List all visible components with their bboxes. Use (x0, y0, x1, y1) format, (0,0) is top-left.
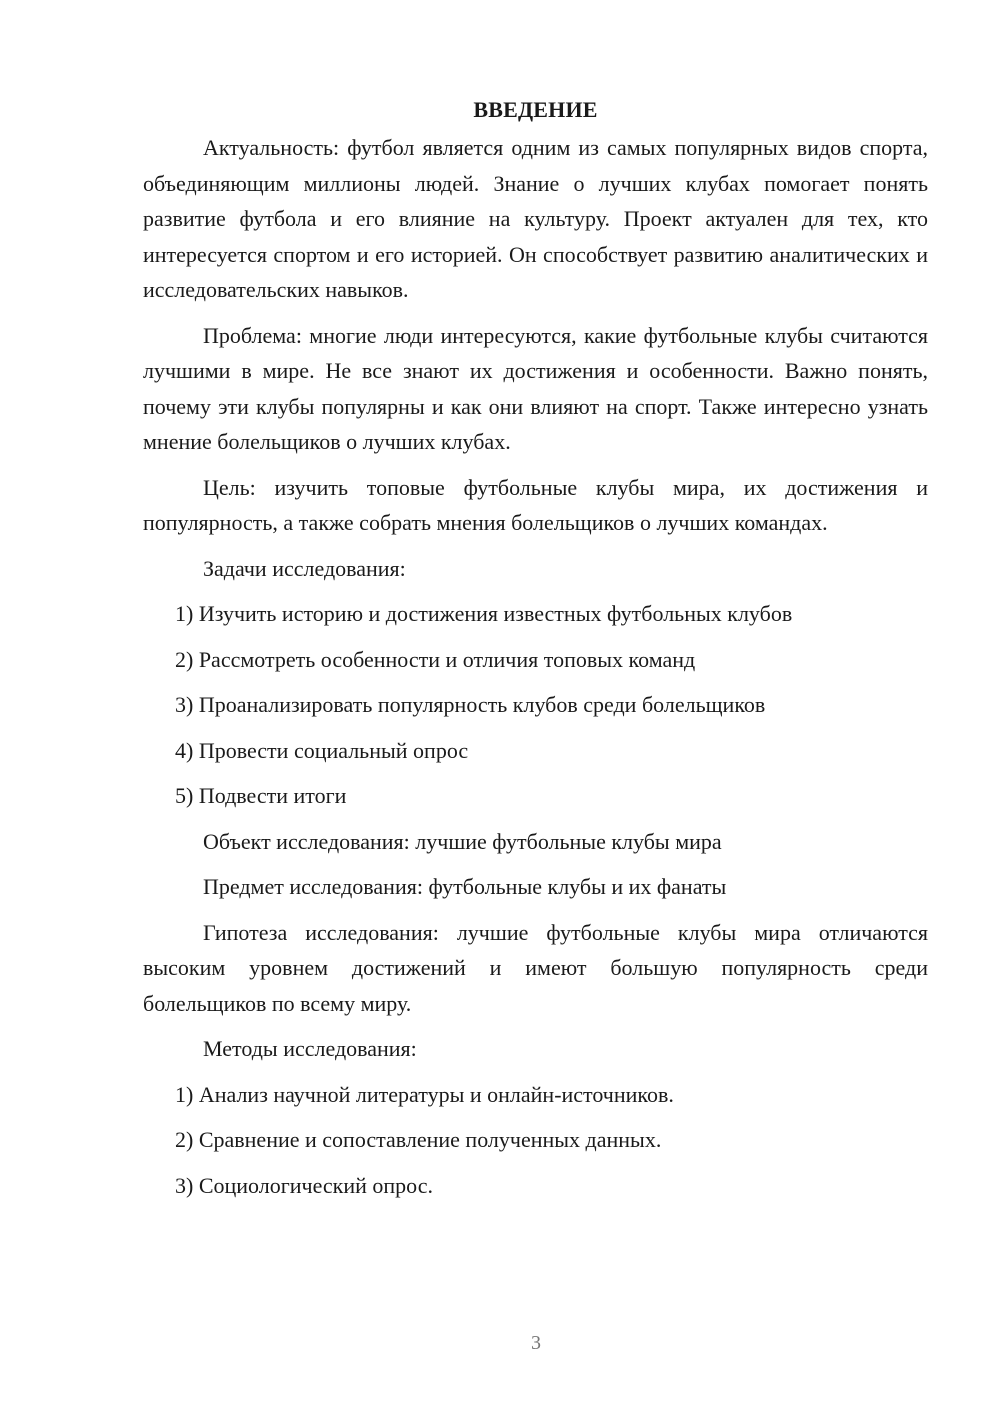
problem-paragraph: Проблема: многие люди интересуются, какие футбольные клубы считаются лучшими в мире. Не все знают их достижения и особенности. Важно понять, почему эти клубы популярны и как они влияют на спорт. Также интересно узнать мнение болельщиков о лучших клубах. (143, 322, 928, 454)
object-paragraph: Объект исследования: лучшие футбольные клубы мира (203, 828, 722, 854)
tasks-heading: Задачи исследования: (203, 555, 406, 581)
list-item: 1) Анализ научной литературы и онлайн-источников. (175, 1081, 674, 1107)
subject-paragraph: Предмет исследования: футбольные клубы и их фанаты (203, 874, 727, 899)
list-item: 4) Провести социальный опрос (175, 737, 469, 763)
list-item: 2) Рассмотреть особенности и отличия топовых команд (175, 646, 696, 672)
tasks-list (143, 596, 928, 814)
hypothesis-paragraph: Гипотеза исследования: лучшие футбольные клубы мира отличаются высоким уровнем достижений и имеют большую популярность среди болельщиков по всему миру. (143, 919, 928, 1016)
page-title: ВВЕДЕНИЕ (473, 97, 598, 122)
methods-heading: Методы исследования: (203, 1036, 417, 1061)
list-item: 2) Сравнение и сопоставление полученных данных. (175, 1127, 662, 1152)
goal-paragraph: Цель: изучить топовые футбольные клубы мира, их достижения и популярность, а также собрать мнения болельщиков о лучших командах. (143, 474, 928, 535)
methods-list (143, 1077, 928, 1204)
list-item: 5) Подвести итоги (175, 783, 347, 808)
document-page (143, 92, 928, 1213)
page-number: 3 (531, 1332, 541, 1354)
list-item: 1) Изучить историю и достижения известных футбольных клубов (175, 601, 793, 626)
list-item: 3) Проанализировать популярность клубов среди болельщиков (175, 692, 766, 717)
list-item: 3) Социологический опрос. (175, 1172, 433, 1198)
relevance-paragraph: Актуальность: футбол является одним из самых популярных видов спорта, объединяющим миллионы людей. Знание о лучших клубах помогает понять развитие футбола и его влияние на культуру. Проект актуален для тех, кто интересуется спортом и его историей. Он способствует развитию аналитических и исследовательских навыков. (143, 135, 928, 302)
